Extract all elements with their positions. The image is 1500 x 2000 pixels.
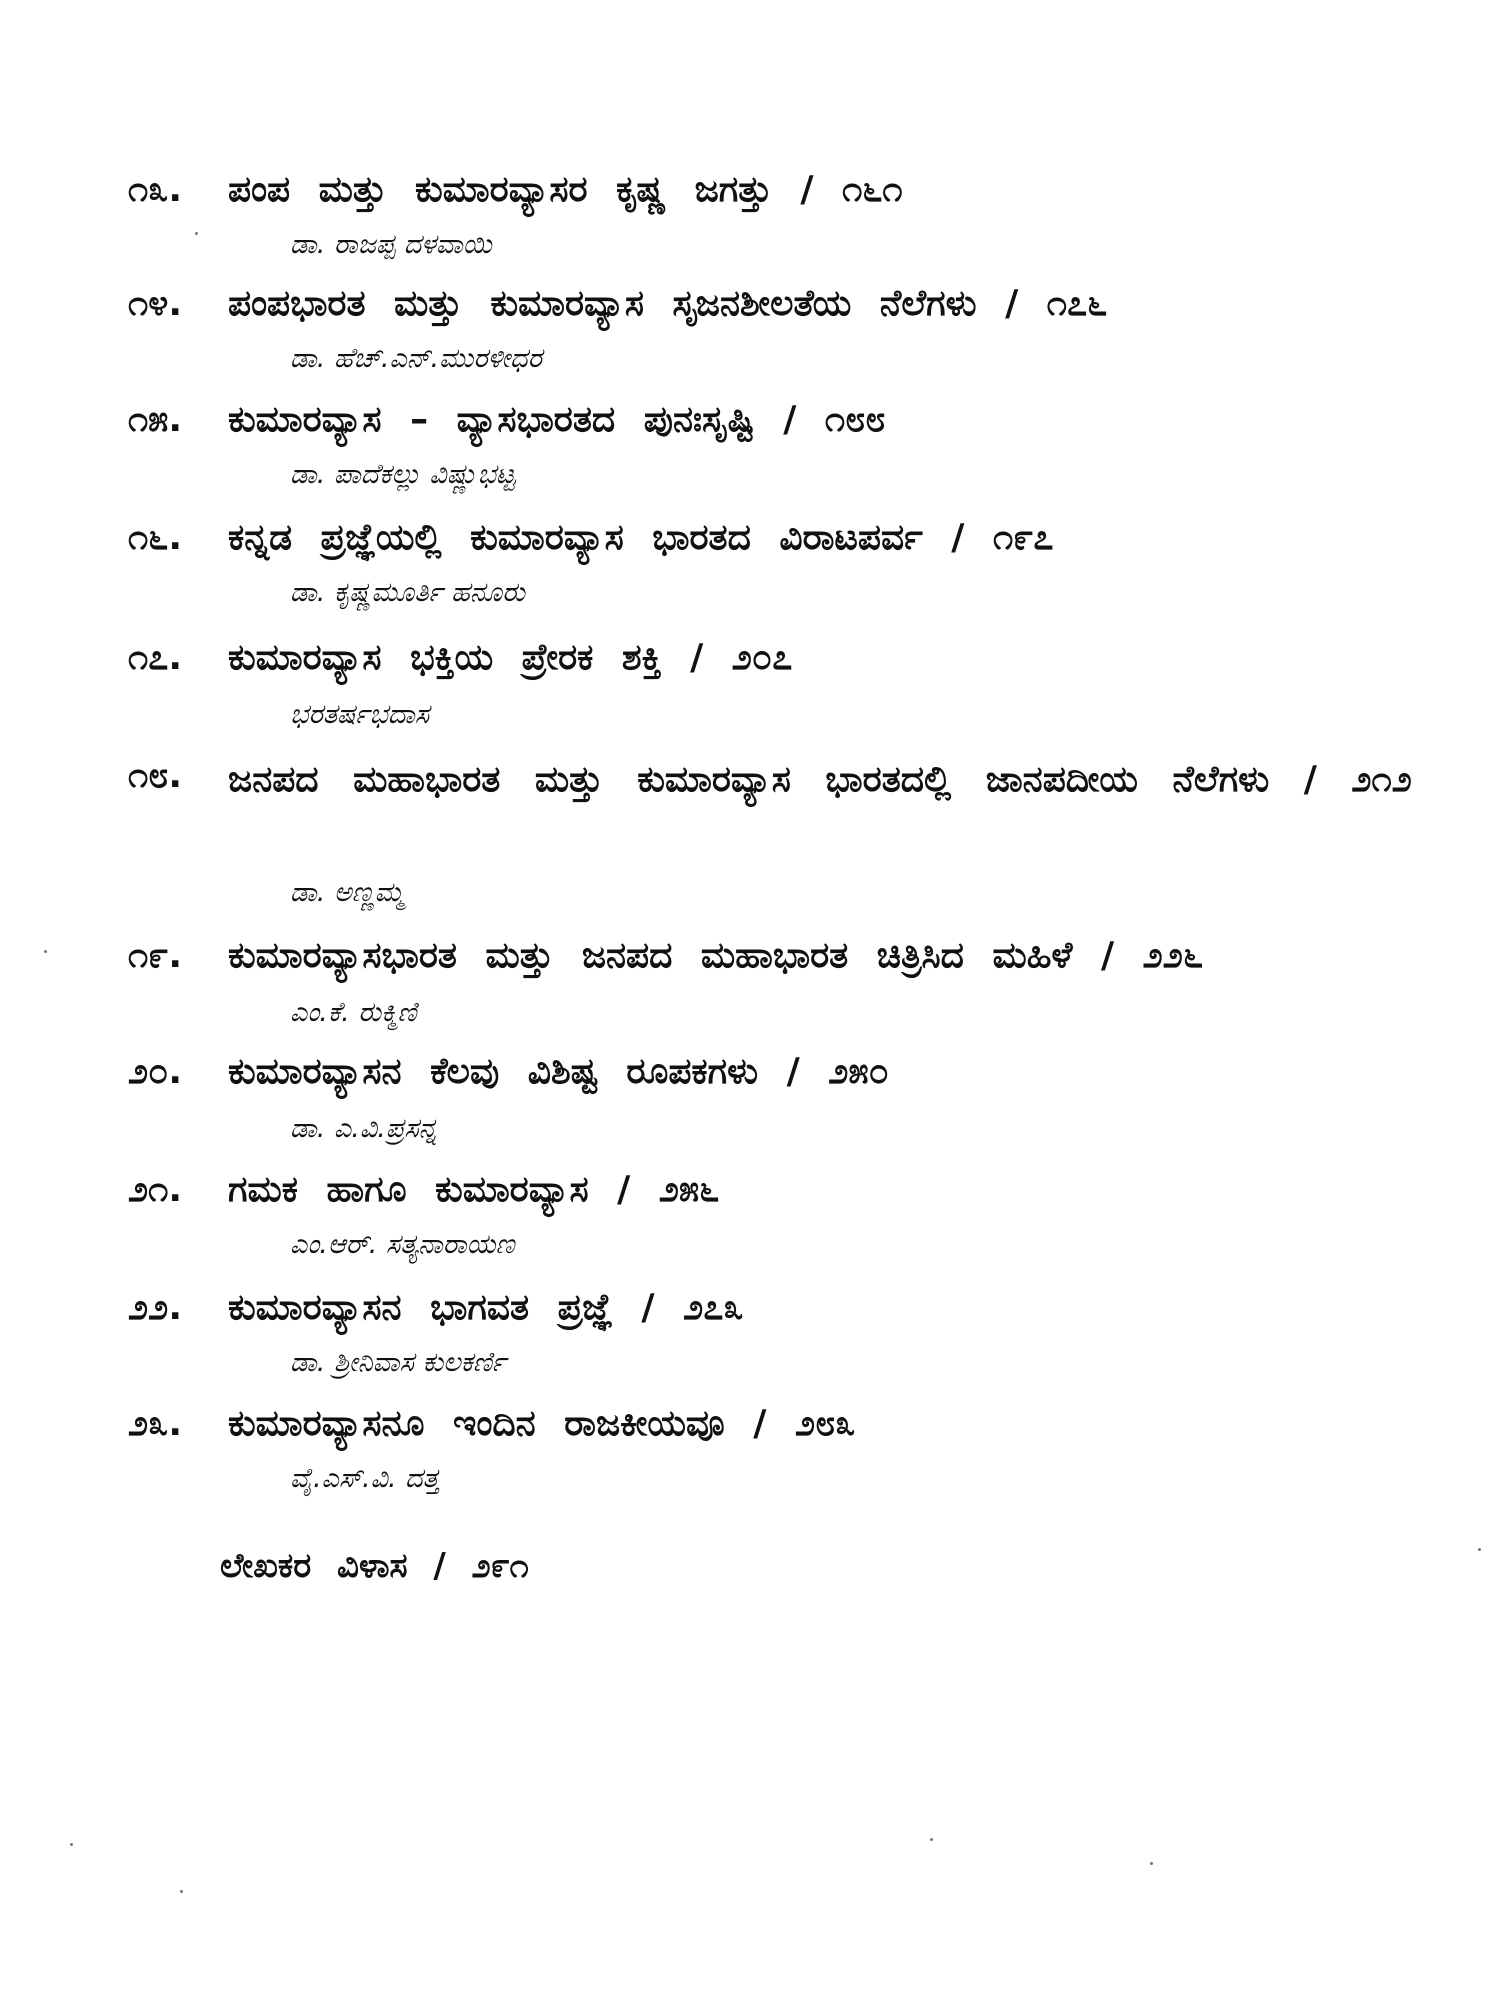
scan-speck [195,232,198,235]
entry-author: ಡಾ. ಕೃಷ್ಣಮೂರ್ತಿ ಹನೂರು [290,577,525,608]
entry-title: ಕುಮಾರವ್ಯಾಸ – ವ್ಯಾಸಭಾರತದ ಪುನಃಸೃಷ್ಟಿ / ೧೮೮ [228,399,886,440]
entry-author: ಡಾ. ಎ.ವಿ.ಪ್ರಸನ್ನ [290,1113,438,1144]
entry-author: ವೈ.ಎಸ್.ವಿ. ದತ್ತ [290,1463,440,1494]
scan-speck [930,1838,933,1841]
entry-number: ೨೨. [128,1287,182,1328]
entry-author: ಎಂ.ಆರ್. ಸತ್ಯನಾರಾಯಣ [290,1229,515,1260]
entry-number: ೨೧. [128,1169,182,1210]
scan-speck [44,950,47,953]
entry-author: ಎಂ.ಕೆ. ರುಕ್ಮಿಣಿ [290,997,417,1028]
scan-speck [70,1843,73,1846]
entry-number: ೨೦. [128,1051,182,1092]
entry-number: ೧೭. [128,637,182,678]
scan-speck [1478,1548,1481,1551]
entry-author: ಡಾ. ಅಣ್ಣಮ್ಮ [290,877,404,908]
entry-title: ಗಮಕ ಹಾಗೂ ಕುಮಾರವ್ಯಾಸ / ೨೫೬ [228,1169,720,1210]
entry-title: ಜನಪದ ಮಹಾಭಾರತ ಮತ್ತು ಕುಮಾರವ್ಯಾಸ ಭಾರತದಲ್ಲಿ ಜಾನಪದೀಯ ನೆಲೆಗಳು / ೨೧೨ [228,759,1412,800]
entry-number: ೧೩. [128,169,182,210]
scan-speck [1150,1862,1153,1865]
entry-author: ಡಾ. ಹೆಚ್.ಎನ್.ಮುರಳೀಧರ [290,343,542,374]
entry-author: ಭರತರ್ಷಭದಾಸ [290,699,430,730]
entry-author: ಡಾ. ರಾಜಪ್ಪ ದಳವಾಯಿ [290,229,492,260]
entry-title: ಪಂಪ ಮತ್ತು ಕುಮಾರವ್ಯಾಸರ ಕೃಷ್ಣ ಜಗತ್ತು / ೧೬೧ [228,169,903,210]
entry-title: ಕುಮಾರವ್ಯಾಸನ ಭಾಗವತ ಪ್ರಜ್ಞೆ / ೨೭೩ [228,1287,744,1328]
entry-number: ೧೬. [128,517,182,558]
scan-speck [180,1890,183,1893]
entry-author: ಡಾ. ಪಾದೆಕಲ್ಲು ವಿಷ್ಣುಭಟ್ಟ [290,459,516,490]
entry-number: ೧೯. [128,935,182,976]
entry-title: ಪಂಪಭಾರತ ಮತ್ತು ಕುಮಾರವ್ಯಾಸ ಸೃಜನಶೀಲತೆಯ ನೆಲೆಗಳು / ೧೭೬ [228,283,1108,324]
entry-title: ಕುಮಾರವ್ಯಾಸನೂ ಇಂದಿನ ರಾಜಕೀಯವೂ / ೨೮೩ [228,1403,856,1444]
entry-title: ಕನ್ನಡ ಪ್ರಜ್ಞೆಯಲ್ಲಿ ಕುಮಾರವ್ಯಾಸ ಭಾರತದ ವಿರಾಟಪರ್ವ / ೧೯೭ [228,517,1054,558]
entry-title: ಕುಮಾರವ್ಯಾಸ ಭಕ್ತಿಯ ಪ್ರೇರಕ ಶಕ್ತಿ / ೨೦೭ [228,637,793,678]
author-addresses-entry: ಲೇಖಕರ ವಿಳಾಸ / ೨೯೧ [220,1546,529,1586]
entry-number: ೧೪. [128,283,182,324]
entry-number: ೨೩. [128,1403,182,1444]
entry-number: ೧೮. [128,755,182,796]
entry-title: ಕುಮಾರವ್ಯಾಸಭಾರತ ಮತ್ತು ಜನಪದ ಮಹಾಭಾರತ ಚಿತ್ರಿಸಿದ ಮಹಿಳೆ / ೨೨೬ [228,935,1204,976]
entry-title: ಕುಮಾರವ್ಯಾಸನ ಕೆಲವು ವಿಶಿಷ್ಟ ರೂಪಕಗಳು / ೨೫೦ [228,1051,889,1092]
entry-author: ಡಾ. ಶ್ರೀನಿವಾಸ ಕುಲಕರ್ಣಿ [290,1347,506,1378]
entry-number: ೧೫. [128,399,182,440]
